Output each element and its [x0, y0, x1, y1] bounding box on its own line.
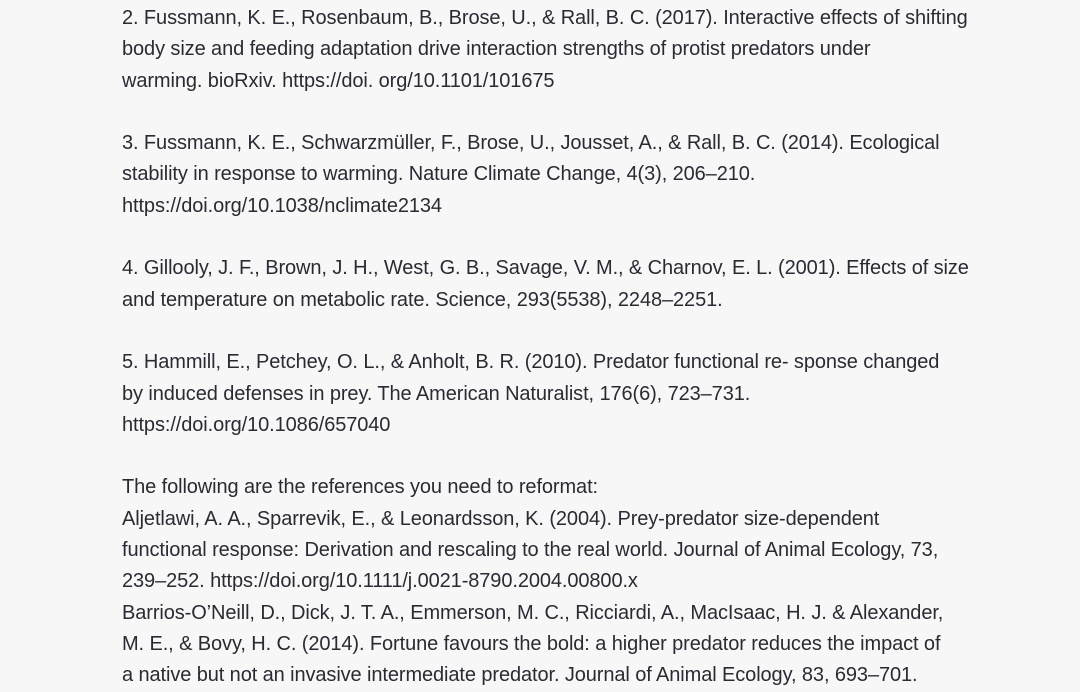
reference-item-4 — [122, 253, 992, 316]
reference-line: https://doi.org/10.1038/nclimate2134 — [122, 194, 442, 217]
reference-line: a native but not an invasive intermediate predator. Journal of Animal Ecology, 83, 693–701. — [122, 664, 918, 687]
reference-line: 239–252. https://doi.org/10.1111/j.0021-8790.2004.00800.x — [122, 570, 638, 593]
reference-line: 4. Gillooly, J. F., Brown, J. H., West, G. B., Savage, V. M., & Charnov, E. L. (2001). Effects of size — [122, 257, 969, 280]
reference-line: body size and feeding adaptation drive interaction strengths of protist predators under — [122, 38, 871, 61]
reference-line: Aljetlawi, A. A., Sparrevik, E., & Leonardsson, K. (2004). Prey-predator size-dependent — [122, 507, 880, 530]
reformat-instruction — [122, 472, 992, 503]
reference-line: warming. bioRxiv. https://doi. org/10.1101/101675 — [122, 69, 555, 92]
reference-item-5 — [122, 347, 992, 441]
reference-item-2 — [122, 3, 992, 97]
reformat-reference-aljetlawi — [122, 504, 992, 598]
reference-line: 5. Hammill, E., Petchey, O. L., & Anholt, B. R. (2010). Predator functional re- sponse changed — [122, 351, 940, 374]
reference-line: functional response: Derivation and rescaling to the real world. Journal of Animal Ecology, 73, — [122, 539, 939, 562]
instruction-line: The following are the references you need to reformat: — [122, 476, 598, 499]
reference-item-3 — [122, 128, 992, 222]
reference-line: 3. Fussmann, K. E., Schwarzmüller, F., Brose, U., Jousset, A., & Rall, B. C. (2014). Ecological — [122, 132, 940, 155]
reference-line: and temperature on metabolic rate. Science, 293(5538), 2248–2251. — [122, 288, 723, 311]
reference-line: M. E., & Bovy, H. C. (2014). Fortune favours the bold: a higher predator reduces the impact of — [122, 632, 941, 655]
reference-line: stability in response to warming. Nature Climate Change, 4(3), 206–210. — [122, 163, 756, 186]
reformat-reference-barrios — [122, 598, 992, 692]
message-content — [122, 3, 992, 692]
reference-line: https://doi.org/10.1086/657040 — [122, 413, 391, 436]
reference-line: Barrios-O’Neill, D., Dick, J. T. A., Emmerson, M. C., Ricciardi, A., MacIsaac, H. J. & Alexander, — [122, 601, 944, 624]
reference-line: by induced defenses in prey. The American Naturalist, 176(6), 723–731. — [122, 382, 751, 405]
reference-line: 2. Fussmann, K. E., Rosenbaum, B., Brose, U., & Rall, B. C. (2017). Interactive effects of shifting — [122, 7, 968, 29]
